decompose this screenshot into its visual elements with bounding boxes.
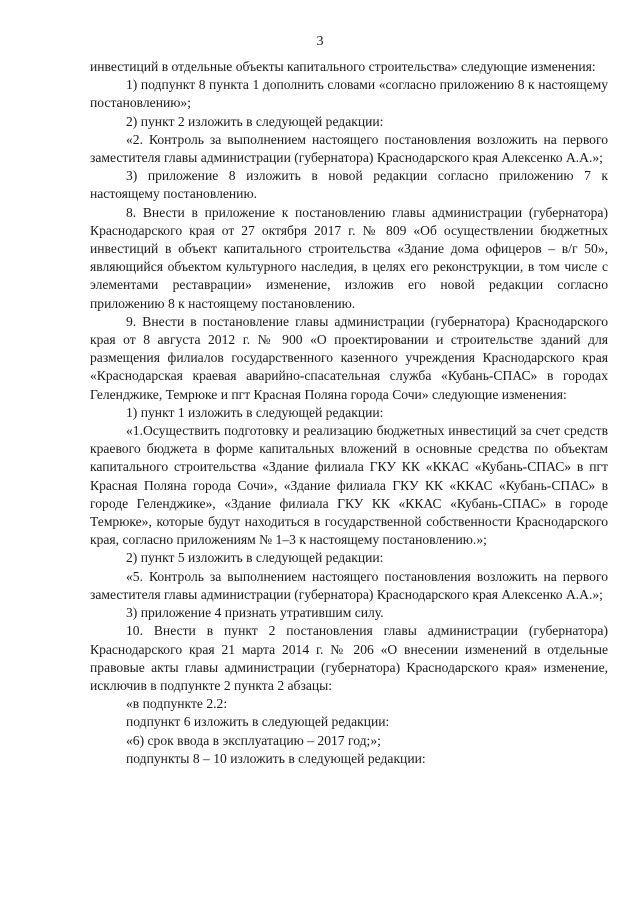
paragraph: 3) приложение 4 признать утратившим силу.	[126, 605, 384, 621]
paragraph: инвестиций в отдельные объекты капитального строительства» следующие изменения:	[90, 59, 596, 74]
paragraph: 2) пункт 5 изложить в следующей редакции:	[126, 550, 384, 566]
paragraph: подпункт 6 изложить в следующей редакции:	[126, 714, 390, 730]
paragraph: подпункты 8 – 10 изложить в следующей редакции:	[126, 750, 426, 766]
paragraph: 10. Внести в пункт 2 постановления главы администрации (губернатора) Краснодарского края 21 марта 2014 г. № 206 «О внесении изменений в отдельные правовые акты главы администрации (губернатора) Краснодарского края» изменение, исключив в подпункте 2 пункта 2 абзацы:	[90, 623, 608, 693]
paragraph: 9. Внести в постановление главы администрации (губернатора) Краснодарского края от 8 августа 2012 г. № 900 «О проектировании и строительстве зданий для размещения филиалов государственного казенного учреждения Краснодарского края «Краснодарская краевая аварийно-спасательная служба «Кубань-СПАС» в городах Геленджике, Темрюке и пгт Красная Поляна города Сочи» следующие изменения:	[90, 313, 608, 402]
paragraph: 1) пункт 1 изложить в следующей редакции:	[126, 404, 384, 420]
paragraph: 3) приложение 8 изложить в новой редакции согласно приложению 7 к настоящему постановлению.	[90, 168, 608, 202]
document-body	[90, 58, 608, 768]
paragraph: 2) пункт 2 изложить в следующей редакции:	[126, 113, 384, 129]
paragraph: «2. Контроль за выполнением настоящего постановления возложить на первого заместителя главы администрации (губернатора) Краснодарского края Алексенко А.А.»;	[90, 131, 608, 166]
page-number: 3	[316, 34, 324, 49]
paragraph: «1.Осуществить подготовку и реализацию бюджетных инвестиций за счет средств краевого бюджета в форме капитальных вложений в основные средства по объектам капитального строительства «Здание филиала ГКУ КК «ККАС «Кубань-СПАС» в пгт Красная Поляна города Сочи», «Здание филиала ГКУ КК «ККАС «Кубань-СПАС» в городе Геленджике», «Здание филиала ГКУ КК «ККАС «Кубань-СПАС» в городе Темрюке», которые будут находиться в государственной собственности Краснодарского края, согласно приложениям № 1–3 к настоящему постановлению.»;	[90, 423, 608, 548]
paragraph: «6) срок ввода в эксплуатацию – 2017 год;»;	[126, 732, 381, 748]
paragraph: 8. Внести в приложение к постановлению главы администрации (губернатора) Краснодарского края от 27 октября 2017 г. № 809 «Об осуществлении бюджетных инвестиций в объект капитального строительства «Здание дома офицеров – в/г 50», являющийся объектом культурного наследия, в целях его реконструкции, в том числе с элементами реставрации» изменение, изложив его новой редакции согласно приложению 8 к настоящему постановлению.	[90, 204, 608, 311]
paragraph: «в подпункте 2.2:	[126, 696, 228, 712]
paragraph: «5. Контроль за выполнением настоящего постановления возложить на первого заместителя главы администрации (губернатора) Краснодарского края Алексенко А.А.»;	[90, 568, 608, 602]
paragraph: 1) подпункт 8 пункта 1 дополнить словами «согласно приложению 8 к настоящему постановлению»;	[90, 77, 608, 111]
